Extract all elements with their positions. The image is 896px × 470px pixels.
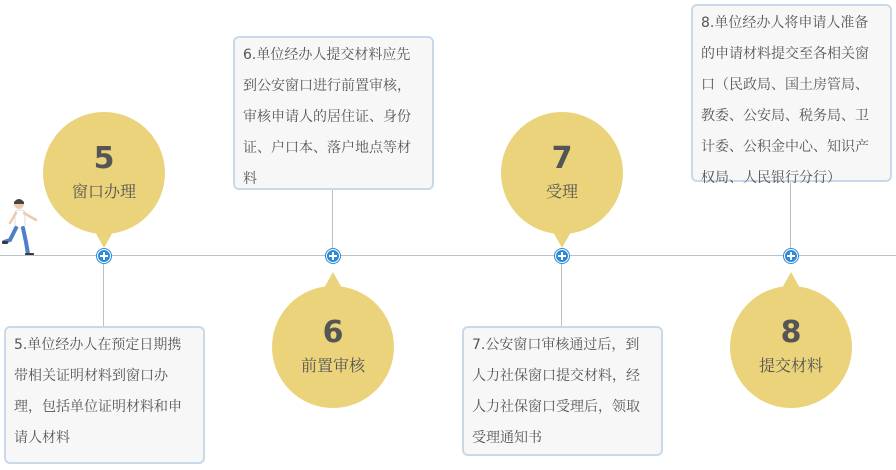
step-7-description: 7.公安窗口审核通过后，到人力社保窗口提交材料，经人力社保窗口受理后，领取受理通知书 bbox=[462, 326, 663, 456]
step-label: 提交材料 bbox=[758, 356, 823, 375]
step-number: 8 bbox=[780, 315, 802, 350]
plus-circle-icon bbox=[555, 249, 569, 263]
step-number: 5 bbox=[93, 141, 115, 176]
connector-line-5 bbox=[103, 256, 104, 328]
connector-line-7 bbox=[561, 256, 562, 328]
step-number: 7 bbox=[551, 141, 573, 176]
step-6-description: 6.单位经办人提交材料应先到公安窗口进行前置审核，审核申请人的居住证、身份证、户口本、落户地点等材料 bbox=[233, 36, 434, 190]
step-label: 前置审核 bbox=[300, 356, 365, 375]
step-6-bubble bbox=[272, 286, 394, 408]
walking-person-icon bbox=[2, 196, 44, 260]
step-5-description: 5.单位经办人在预定日期携带相关证明材料到窗口办理，包括单位证明材料和申请人材料 bbox=[4, 326, 205, 464]
plus-circle-icon bbox=[326, 249, 340, 263]
plus-circle-icon bbox=[784, 249, 798, 263]
step-5-bubble bbox=[43, 112, 165, 234]
step-number: 6 bbox=[322, 315, 344, 350]
step-label: 窗口办理 bbox=[71, 182, 136, 201]
step-7-bubble bbox=[501, 112, 623, 234]
timeline-line bbox=[0, 255, 896, 256]
step-label: 受理 bbox=[545, 182, 578, 201]
step-8-bubble bbox=[730, 286, 852, 408]
step-8-description: 8.单位经办人将申请人准备的申请材料提交至各相关窗口（民政局、国土房管局、教委、公安局、税务局、卫计委、公积金中心、知识产权局、人民银行分行） bbox=[691, 4, 892, 182]
connector-line-6 bbox=[332, 188, 333, 255]
plus-circle-icon bbox=[97, 249, 111, 263]
